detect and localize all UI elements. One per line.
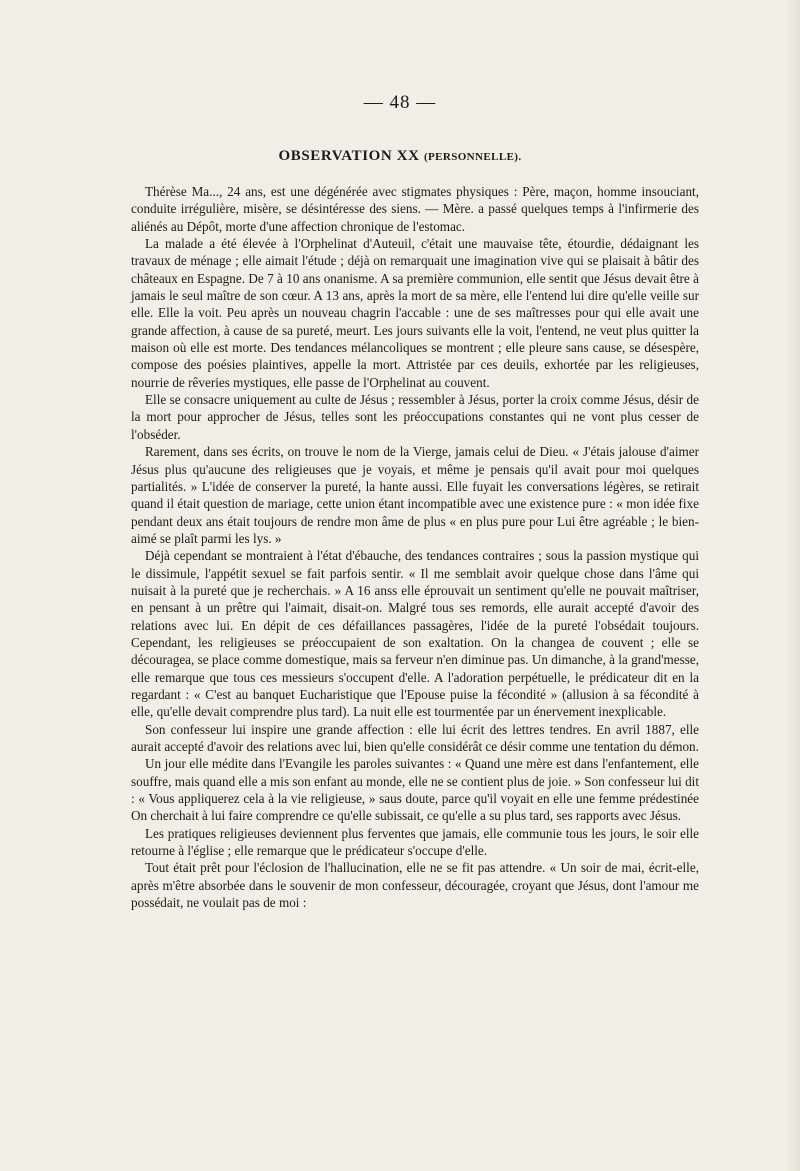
title-main: OBSERVATION XX [278,148,420,164]
paragraph: Thérèse Ma..., 24 ans, est une dégénérée avec stigmates physiques : Père, maçon, homme insouciant, conduite irrégulière, misère, se désintéresse des siens. — Mère. a passé quelques temps à l'infirmerie des aliénés au Dépôt, morte d'une affection chronique de l'estomac. [131,184,699,234]
paragraph: Rarement, dans ses écrits, on trouve le nom de la Vierge, jamais celui de Dieu. « J'étais jalouse d'aimer Jésus plus qu'aucune des religieuses que je voyais, et même je pensais qu'il avait pour moi quelques partialités. » L'idée de conserver la pureté, la hante aussi. Elle fuyait les conversations légères, se retirait quand il était question de mariage, cette union étant incompatible avec une existence pure : « mon idée fixe pendant deux ans était toujours de rendre mon âme de plus « en plus pure pour Lui être agréable ; le bien-aimé se plaît parmi les lys. » [131,444,699,546]
body-text [131,183,699,911]
observation-title [0,148,800,165]
paragraph: Déjà cependant se montraient à l'état d'ébauche, des tendances contraires ; sous la passion mystique qui le dissimule, l'appétit sexuel se fait parfois sentir. « Il me semblait avoir quelque chose dans l'âme qui nuisait à la pureté que je recherchais. » A 16 anss elle éprouvait un sentiment qu'elle ne pouvait maîtriser, en pensant à un prêtre qui l'aimait, disait-on. Malgré tous ses remords, elle aurait accepté d'avoir des relations avec lui. En dépit de ces défaillances passagères, l'idée de la pureté l'obsédait toujours. Cependant, les religieuses se préoccupaient de son exaltation. On la changea de couvent ; elle se découragea, se place comme domestique, mais sa ferveur n'en diminue pas. Un dimanche, à la grand'messe, elle remarque que tous ces messieurs s'occupent d'elle. A l'adoration perpétuelle, le prédicateur dit en la regardant : « C'est au banquet Eucharistique que l'Epouse puise la fécondité » (allusion à sa fécondité à elle, qu'elle devait comprendre plus tard). La nuit elle est tourmentée par un énervement inexplicable. [131,548,699,720]
paragraph: Un jour elle médite dans l'Evangile les paroles suivantes : « Quand une mère est dans l'enfantement, elle souffre, mais quand elle a mis son enfant au monde, elle ne se contient plus de joie. » Son confesseur lui dit : « Vous appliquerez cela à la vie religieuse, » saus doute, parce qu'il voyait en elle une femme prédestinée On cherchait à lui faire comprendre ce qu'elle subissait, ce qu'elle a su plus tard, ses rapports avec Jésus. [131,756,699,824]
title-sub: (PERSONNELLE). [423,151,522,163]
paragraph: Elle se consacre uniquement au culte de Jésus ; ressembler à Jésus, porter la croix comme Jésus, désir de la mort pour approcher de Jésus, telles sont les préoccupations constantes qui ne vont plus cesser de l'obséder. [131,392,699,442]
paragraph: Les pratiques religieuses deviennent plus ferventes que jamais, elle communie tous les jours, le soir elle retourne à l'église ; elle remarque que le prédicateur s'occupe d'elle. [131,825,699,859]
paragraph: Tout était prêt pour l'éclosion de l'hallucination, elle ne se fit pas attendre. « Un soir de mai, écrit-elle, après m'être absorbée dans le souvenir de mon confesseur, découragée, croyant que Jésus, dont l'amour me possédait, ne voulait pas de moi : [131,860,699,911]
page-edge-shadow [784,0,800,1171]
page-number: — 48 — [363,92,437,113]
paragraph: La malade a été élevée à l'Orphelinat d'Auteuil, c'était une mauvaise tête, étourdie, dédaignant les travaux de ménage ; elle aimait l'étude ; déjà on remarquait une imagination vive qui se plaisait à bâtir des châteaux en Espagne. De 7 à 10 ans onanisme. A sa première communion, elle sentit que Jésus devait être à jamais le seul maître de son cœur. A 13 ans, après la mort de sa mère, elle l'entend lui dire qu'elle veille sur elle. Elle la voit. Peu après un nouveau chagrin l'accable : une de ses maîtresses pour qui elle avait une grande affection, à cause de sa pureté, meurt. Les jours suivants elle la voit, l'entend, ne veut plus quitter la maison où elle est morte. Des tendances mélancoliques se montrent ; elle pleure sans cause, se désespère, compose des poésies plaintives, appelle la mort. Attristée par ces deuils, exhortée par les religieuses, nourrie de rêveries mystiques, elle passe de l'Orphelinat au couvent. [131,236,699,390]
paragraph: Son confesseur lui inspire une grande affection : elle lui écrit des lettres tendres. En avril 1887, elle aurait accepté d'avoir des relations avec lui, bien qu'elle considérât ce désir comme une tentation du démon. [131,721,699,754]
